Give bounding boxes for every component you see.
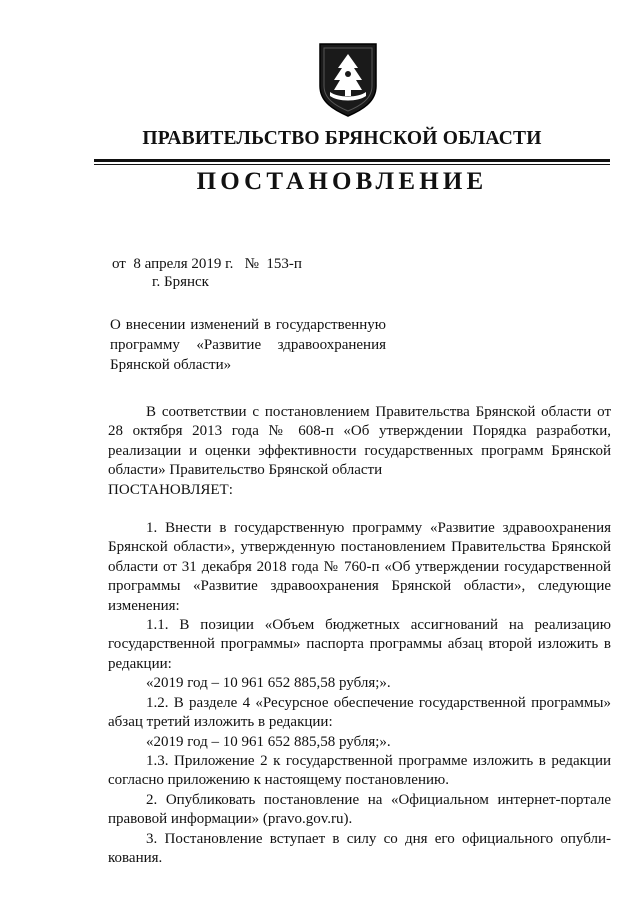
document-type-title: ПОСТАНОВЛЕНИЕ bbox=[196, 168, 488, 195]
subject-line: программу «Развитие здравоохранения bbox=[110, 337, 386, 353]
organization-title: ПРАВИТЕЛЬСТВО БРЯНСКОЙ ОБЛАСТИ bbox=[142, 128, 542, 149]
document-body bbox=[108, 403, 611, 868]
item-1-2-quote: «2019 год – 10 961 652 885,58 рубля;». bbox=[146, 733, 391, 750]
item-1-1-paragraph: 1.1. В позиции «Объем бюджетных ассигнований на реализацию государственной программы» паспорта программы абзац второй изложить в редакции: bbox=[108, 617, 611, 672]
city-line: г. Брянск bbox=[152, 274, 209, 290]
header-rule-thin bbox=[94, 164, 610, 165]
item-2-paragraph: 2. Опубликовать постановление на «Официальном интернет-портале правовой информации» (pravo.gov.ru). bbox=[108, 791, 611, 828]
subject-line: О внесении изменений в государственную bbox=[110, 317, 386, 333]
item-1-2-paragraph: 1.2. В разделе 4 «Ресурсное обеспечение государственной программы» абзац третий изложить в редакции: bbox=[108, 694, 611, 731]
decree-word: ПОСТАНОВЛЯЕТ: bbox=[108, 481, 233, 498]
date-number-line: от 8 апреля 2019 г. № 153-п bbox=[112, 256, 302, 272]
item-1-paragraph: 1. Внести в государственную программу «Развитие здравоохранения Брянской области», утвержденную постановлением Правительства Брянской области от 31 декабря 2018 года № 760-п «Об утверждении государственной программы «Развитие здравоохранения Брянской области», следующие изменения: bbox=[108, 520, 611, 614]
header-rule-thick bbox=[94, 159, 610, 162]
item-1-3-paragraph: 1.3. Приложение 2 к государственной программе изложить в редакции согласно приложению к настоящему постановлению. bbox=[108, 752, 611, 789]
preamble-paragraph: В соответствии с постановлением Правительства Брянской области от 28 октября 2013 года № 608-п «Об утверждении Порядка разработки, реализации и оценки эффективности государственных программ Брянской области» Правительство Брянской области bbox=[108, 404, 611, 479]
coat-of-arms-icon bbox=[316, 40, 380, 118]
document-subject bbox=[110, 315, 386, 375]
item-3-paragraph: 3. Постановление вступает в силу со дня его официального опубли-кования. bbox=[108, 830, 611, 866]
item-1-1-quote: «2019 год – 10 961 652 885,58 рубля;». bbox=[146, 675, 391, 692]
subject-line: Брянской области» bbox=[110, 357, 232, 373]
